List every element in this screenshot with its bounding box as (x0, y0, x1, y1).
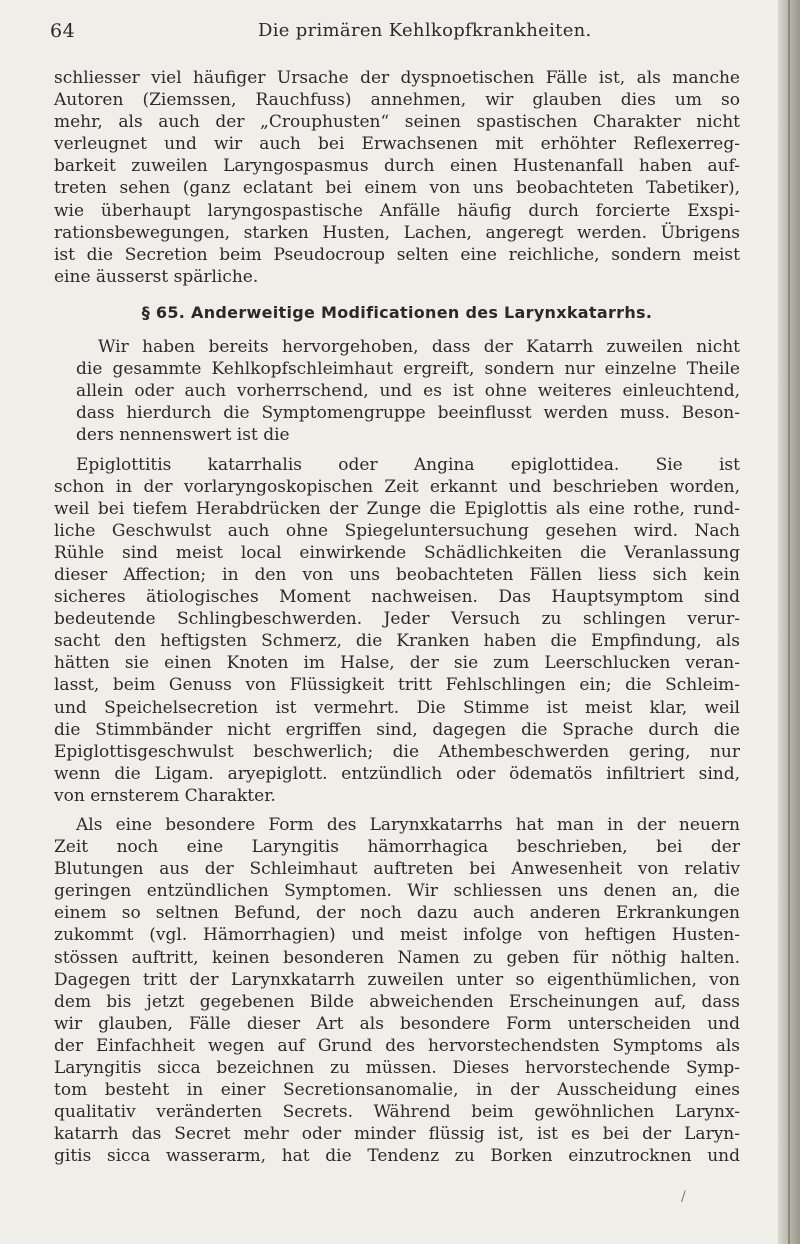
text-line: liche Geschwulst auch ohne Spiegeluntersuchung gesehen wird. Nach (54, 520, 740, 541)
text-line: die gesammte Kehlkopfschleimhaut ergreift, sondern nur einzelne Theile (76, 359, 740, 380)
text-line: lasst, beim Genuss von Flüssigkeit tritt Fehlschlingen ein; die Schleim- (54, 675, 740, 696)
text-line: die Stimmbänder nicht ergriffen sind, dagegen die Sprache durch die (54, 719, 740, 740)
paragraph-intro (54, 336, 740, 446)
text-line: sacht den heftigsten Schmerz, die Kranken haben die Empfindung, als (54, 631, 740, 652)
paragraph-laryngitis (54, 814, 740, 1168)
text-line: treten sehen (ganz eclatant bei einem von uns beobachteten Tabetiker), (54, 178, 740, 199)
text-line: Rühle sind meist local einwirkende Schädlichkeiten die Veranlassung (54, 542, 740, 563)
text-line: dem bis jetzt gegebenen Bilde abweichenden Erscheinungen auf, dass (54, 991, 740, 1012)
text-line: eine äusserst spärliche. (54, 266, 259, 287)
body-text (54, 67, 740, 1168)
text-line: bedeutende Schlingbeschwerden. Jeder Versuch zu schlingen verur- (54, 609, 740, 630)
text-line: schliesser viel häufiger Ursache der dyspnoetischen Fälle ist, als manche (54, 68, 740, 88)
page-number: 64 (50, 20, 76, 42)
text-line: Dagegen tritt der Larynxkatarrh zuweilen unter so eigenthümlichen, von (54, 969, 740, 990)
text-line: wir glauben, Fälle dieser Art als besondere Form unterscheiden und (54, 1013, 740, 1034)
text-line: mehr, als auch der „Crouphusten“ seinen spastischen Charakter nicht (54, 112, 740, 133)
text-line: schon in der vorlaryngoskopischen Zeit erkannt und beschrieben worden, (54, 476, 740, 497)
text-line: einem so seltnen Befund, der noch dazu auch anderen Erkrankungen (54, 903, 740, 924)
text-line: von ernsterem Charakter. (54, 785, 276, 806)
text-line: dass hierdurch die Symptomengruppe beeinflusst werden muss. Beson- (76, 403, 740, 424)
stray-mark: / (681, 1189, 686, 1205)
text-line: Als eine besondere Form des Larynxkatarrhs hat man in der neuern (76, 815, 740, 835)
text-line: Autoren (Ziemssen, Rauchfuss) annehmen, wir glauben dies um so (54, 90, 740, 111)
text-line: und Speichelsecretion ist vermehrt. Die Stimme ist meist klar, weil (54, 697, 740, 718)
text-line: ist die Secretion beim Pseudocroup selten eine reichliche, sondern meist (54, 244, 740, 265)
text-line: Laryngitis sicca bezeichnen zu müssen. Dieses hervorstechende Symp- (54, 1058, 740, 1079)
text-line: allein oder auch vorherrschend, und es ist ohne weiteres einleuchtend, (76, 381, 740, 402)
text-line: verleugnet und wir auch bei Erwachsenen mit erhöhter Reflexerreg- (54, 134, 740, 155)
text-line: katarrh das Secret mehr oder minder flüssig ist, ist es bei der Laryn- (54, 1124, 740, 1145)
text-line: wenn die Ligam. aryepiglott. entzündlich oder ödematös infiltriert sind, (54, 763, 740, 784)
text-line: ders nennenswert ist die (76, 425, 290, 446)
text-line: rationsbewegungen, starken Husten, Lachen, angeregt werden. Übrigens (54, 222, 740, 243)
text-line: Epiglottitis katarrhalis oder Angina epiglottidea. Sie ist (76, 454, 740, 475)
text-line: wie überhaupt laryngospastische Anfälle häufig durch forcierte Exspi- (54, 200, 740, 221)
text-line: tom besteht in einer Secretionsanomalie, in der Ausscheidung eines (54, 1080, 740, 1101)
text-line: Zeit noch eine Laryngitis hämorrhagica beschrieben, bei der (54, 837, 740, 858)
section-heading: § 65. Anderweitige Modificationen des Larynxkatarrhs. (141, 302, 653, 322)
text-line: qualitativ veränderten Secrets. Während beim gewöhnlichen Larynx- (54, 1102, 740, 1123)
page-header (50, 20, 740, 46)
text-line: Blutungen aus der Schleimhaut auftreten bei Anwesenheit von relativ (54, 859, 740, 880)
text-line: stössen auftritt, keinen besonderen Namen zu geben für nöthig halten. (54, 947, 740, 968)
text-line: hätten sie einen Knoten im Halse, der sie zum Leerschlucken veran- (54, 653, 740, 674)
paragraph-epiglottitis (54, 454, 740, 808)
page-edge-line (788, 0, 790, 1244)
text-line: sicheres ätiologisches Moment nachweisen. Das Hauptsymptom sind (54, 587, 740, 608)
running-title: Die primären Kehlkopfkrankheiten. (258, 20, 592, 41)
paragraph-pseudocroup (54, 67, 740, 288)
text-line: dieser Affection; in den von uns beobachteten Fällen liess sich kein (54, 564, 740, 585)
text-line: geringen entzündlichen Symptomen. Wir schliessen uns denen an, die (54, 881, 740, 902)
text-line: der Einfachheit wegen auf Grund des hervorstechendsten Symptoms als (54, 1035, 740, 1056)
text-line: Wir haben bereits hervorgehoben, dass der Katarrh zuweilen nicht (98, 337, 740, 358)
text-line: weil bei tiefem Herabdrücken der Zunge die Epiglottis als eine rothe, rund- (54, 498, 740, 519)
text-line: barkeit zuweilen Laryngospasmus durch einen Hustenanfall haben auf- (54, 156, 740, 177)
text-line: zukommt (vgl. Hämorrhagien) und meist infolge von heftigen Husten- (54, 925, 740, 946)
text-line: gitis sicca wasserarm, hat die Tendenz zu Borken einzutrocknen und (54, 1146, 740, 1167)
text-line: Epiglottisgeschwulst beschwerlich; die Athembeschwerden gering, nur (54, 741, 740, 762)
